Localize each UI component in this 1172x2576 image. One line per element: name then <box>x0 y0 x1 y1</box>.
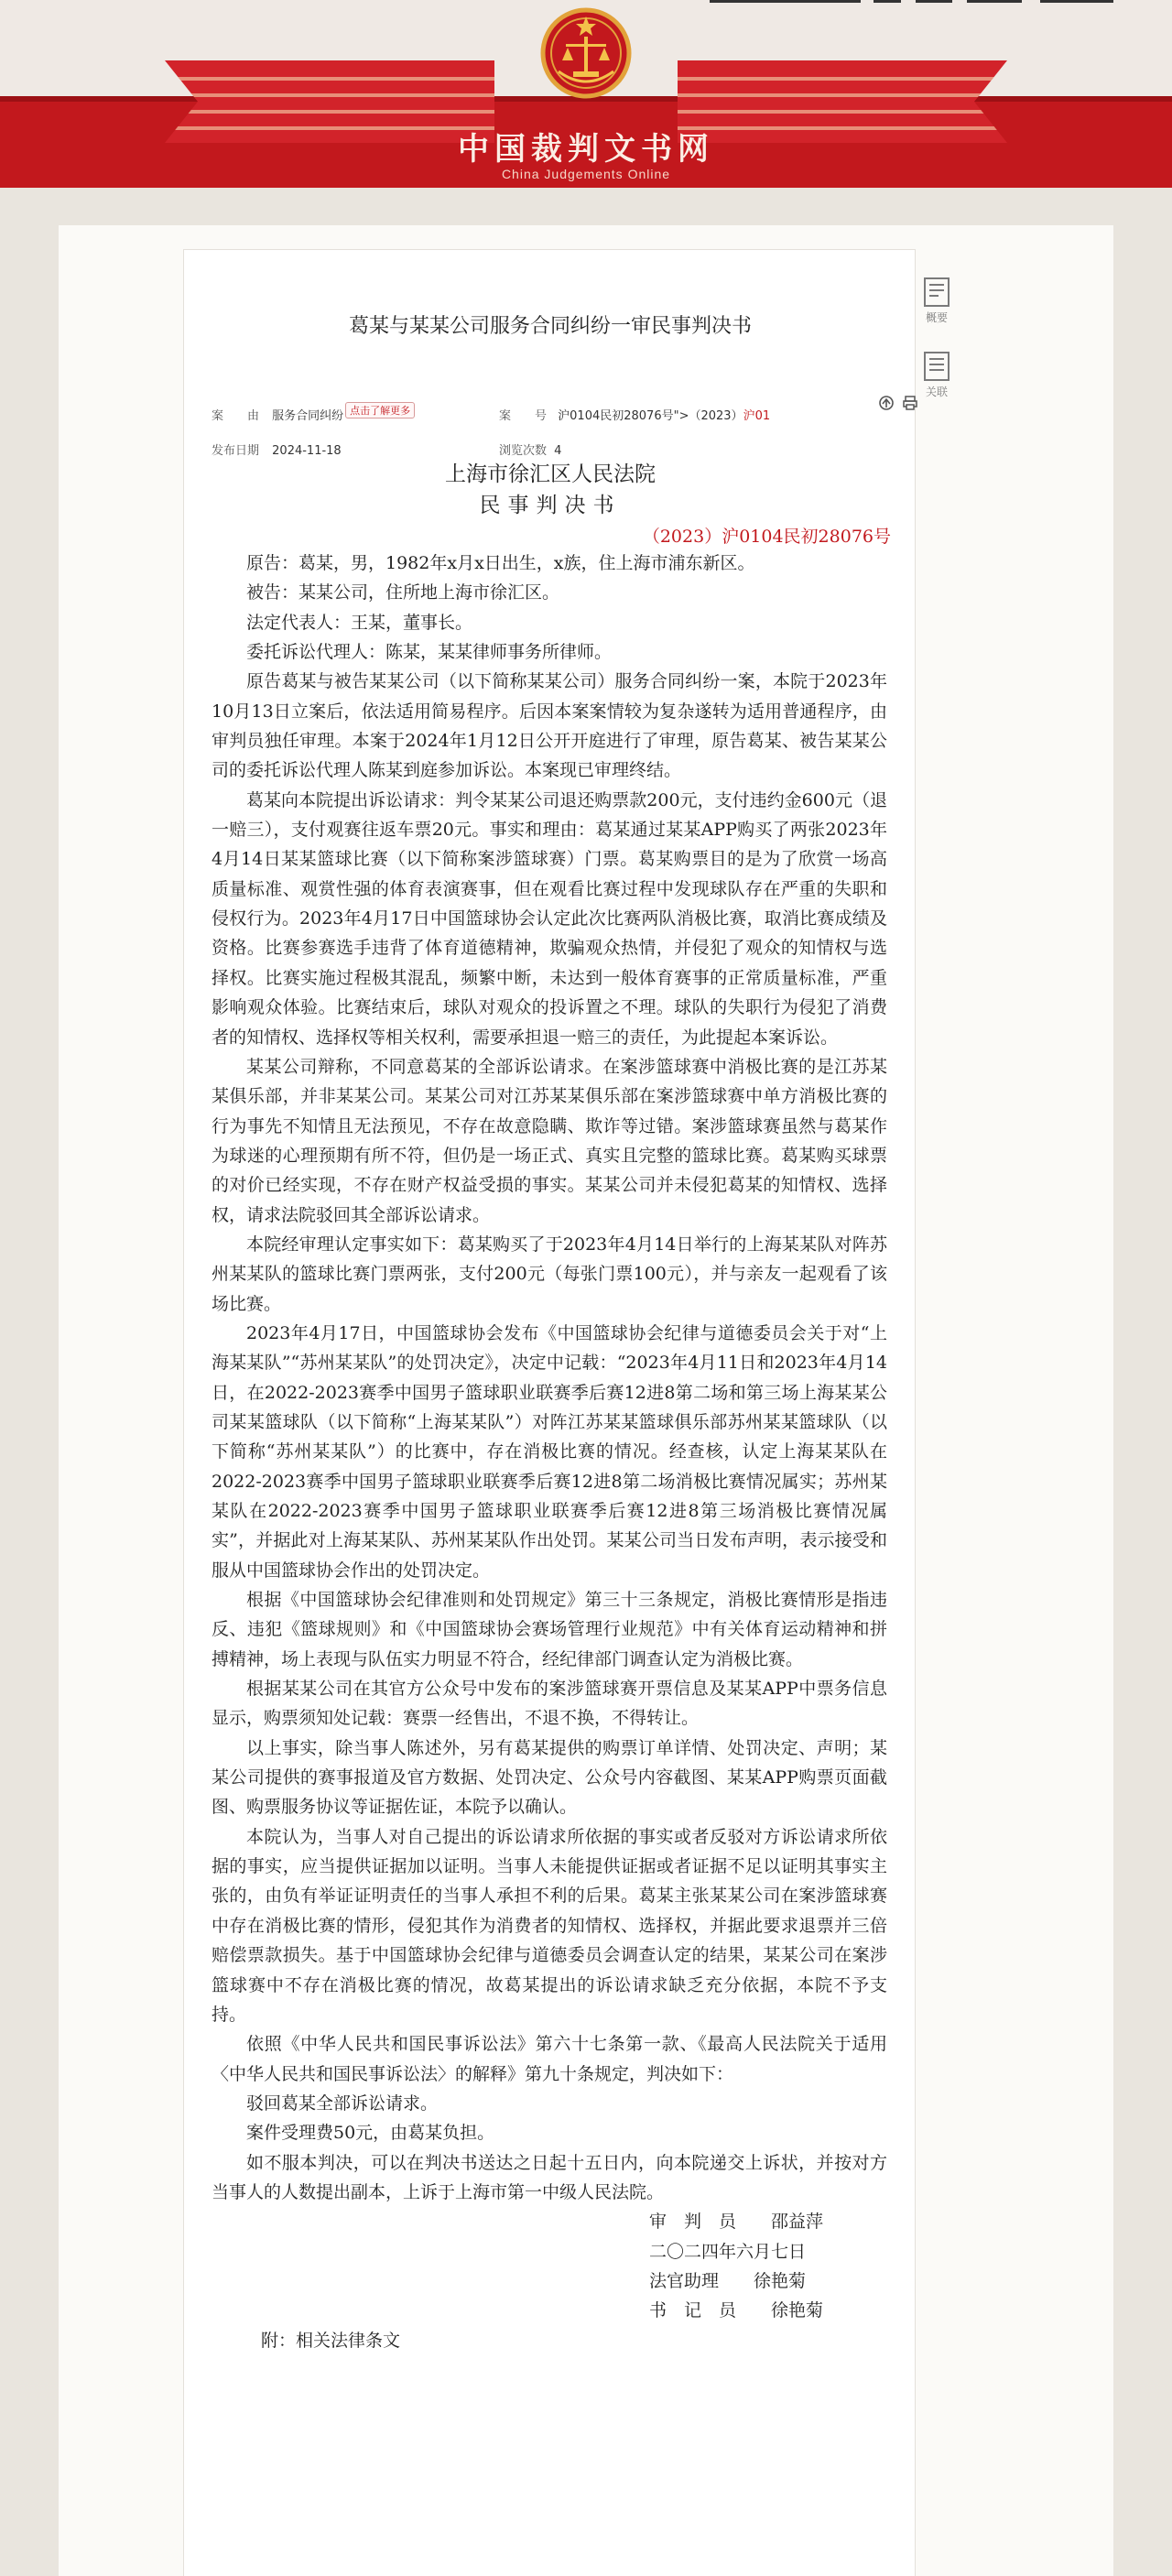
top-link-bar <box>0 0 1172 7</box>
attachment-note: 附：相关法律条文 <box>261 2330 401 2351</box>
meta-caseno <box>499 406 770 423</box>
paragraph: 原告：葛某，男，1982年x月x日出生，x族，住上海市浦东新区。 <box>246 553 755 573</box>
paragraph: 法定代表人：王某，董事长。 <box>246 612 473 633</box>
site-subtitle: China Judgements Online <box>501 167 671 181</box>
paragraph: 被告：某某公司，住所地上海市徐汇区。 <box>246 582 560 603</box>
side-toolbar <box>914 277 969 425</box>
document-title: 葛某与某某公司服务合同纠纷一审民事判决书 <box>348 315 752 338</box>
signature-assistant: 法官助理 徐艳菊 <box>649 2270 807 2291</box>
cause-label: 案 由 <box>212 409 260 423</box>
summary-label: 概要 <box>925 311 948 324</box>
judgment-document <box>183 249 916 2576</box>
caseno-red-part: 沪01 <box>743 409 771 423</box>
paragraph: 依照《中华人民共和国民事诉讼法》第六十七条第一款、《最高人民法院关于适用〈中华人民共和国民事诉讼法〉的解释》第九十条规定，判决如下： <box>212 2034 887 2084</box>
paragraph: 原告葛某与被告某某公司（以下简称某某公司）服务合同纠纷一案，本院于2023年10月13日立案后，依法适用简易程序。后因本案案情较为复杂遂转为适用普通程序，由审判员独任审理。本案于2024年1月12日公开开庭进行了审理，原告葛某、被告某某公司的委托诉讼代理人陈某到庭参加诉讼。本案现已审理终结。 <box>212 671 887 781</box>
meta-cause <box>212 406 415 424</box>
signature-judge: 审 判 员 邵益萍 <box>649 2212 824 2233</box>
meta-date <box>212 440 342 458</box>
summary-button[interactable] <box>914 277 960 325</box>
court-name: 上海市徐汇区人民法院 <box>445 462 656 486</box>
related-label: 关联 <box>925 386 948 398</box>
paragraph: 根据某某公司在其官方公众号中发布的案涉篮球赛开票信息及某某APP中票务信息显示，购票须知处记载：赛票一经售出，不退不换，不得转让。 <box>212 1679 887 1729</box>
document-type: 民事判决书 <box>479 494 622 517</box>
date-value: 2024-11-18 <box>272 444 342 458</box>
summary-icon <box>923 277 950 308</box>
site-title: 中国裁判文书网 <box>458 131 714 168</box>
learn-more-button[interactable]: 点击了解更多 <box>345 402 415 418</box>
signature-date: 二〇二四年六月七日 <box>649 2241 807 2262</box>
related-icon <box>923 351 950 382</box>
top-link[interactable] <box>710 0 861 3</box>
caseno-value: 沪0104民初28076号">（2023） <box>558 409 743 423</box>
cause-value: 服务合同纠纷 <box>272 409 344 423</box>
views-value: 4 <box>554 444 562 458</box>
paragraph: 葛某向本院提出诉讼请求：判令某某公司退还购票款200元，支付违约金600元（退一赔三），支付观赛往返车票20元。事实和理由：葛某通过某某APP购买了两张2023年4月14日某某篮球比赛（以下简称案涉篮球赛）门票。葛某购票目的是为了欣赏一场高质量标准、观赏性强的体育表演赛事，但在观看比赛过程中发现球队存在严重的失职和侵权行为。2023年4月17日中国篮球协会认定此次比赛两队消极比赛，取消比赛成绩及资格。比赛参赛选手违背了体育道德精神，欺骗观众热情，并侵犯了观众的知情权与选择权。比赛实施过程极其混乱，频繁中断，未达到一般体育赛事的正常质量标准，严重影响观众体验。比赛结束后，球队对观众的投诉置之不理。球队的失职行为侵犯了消费者的知情权、选择权等相关权利，需要承担退一赔三的责任，为此提起本案诉讼。 <box>212 789 887 1048</box>
date-label: 发布日期 <box>212 444 260 458</box>
meta-views <box>499 440 561 458</box>
paragraph: 根据《中国篮球协会纪律准则和处罚规定》第三十三条规定，消极比赛情形是指违反、违犯《篮球规则》和《中国篮球协会赛场管理行业规范》中有关体育运动精神和拼搏精神，场上表现与队伍实力明显不符合，经纪律部门调查认定为消极比赛。 <box>212 1590 887 1669</box>
related-button[interactable] <box>914 351 960 399</box>
court-emblem-icon <box>540 7 632 99</box>
paragraph: 某某公司辩称，不同意葛某的全部诉讼请求。在案涉篮球赛中消极比赛的是江苏某某俱乐部，并非某某公司。某某公司对江苏某某俱乐部在案涉篮球赛中单方消极比赛的行为事先不知情且无法预见，不存在故意隐瞒、欺诈等过错。案涉篮球赛虽然与葛某作为球迷的心理预期有所不符，但仍是一场正式、真实且完整的篮球比赛。葛某购买球票的对价已经实现，不存在财产权益受损的事实。某某公司并未侵犯葛某的知情权、选择权，请求法院驳回其全部诉讼请求。 <box>212 1056 887 1225</box>
top-link[interactable] <box>916 0 952 3</box>
views-label: 浏览次数 <box>499 444 548 458</box>
paragraph: 案件受理费50元，由葛某负担。 <box>246 2123 495 2144</box>
share-icon[interactable] <box>878 395 895 411</box>
case-number: （2023）沪0104民初28076号 <box>642 527 891 547</box>
top-link[interactable] <box>874 0 901 3</box>
doc-actions <box>878 395 918 411</box>
content-card <box>59 225 1113 2576</box>
top-link[interactable] <box>1040 0 1113 3</box>
paragraph: 委托诉讼代理人：陈某，某某律师事务所律师。 <box>246 642 613 663</box>
paragraph: 如不服本判决，可以在判决书送达之日起十五日内，向本院递交上诉状，并按对方当事人的人数提出副本，上诉于上海市第一中级人民法院。 <box>212 2152 887 2202</box>
paragraph: 本院经审理认定事实如下：葛某购买了于2023年4月14日举行的上海某某队对阵苏州某某队的篮球比赛门票两张，支付200元（每张门票100元），并与亲友一起观看了该场比赛。 <box>212 1234 887 1314</box>
print-icon[interactable] <box>902 395 918 411</box>
caseno-label: 案 号 <box>499 409 548 423</box>
top-link[interactable] <box>967 0 1022 3</box>
paragraph: 2023年4月17日，中国篮球协会发布《中国篮球协会纪律与道德委员会关于对“上海某某队”“苏州某某队”的处罚决定》，决定中记载：“2023年4月11日和2023年4月14日，在2022-2023赛季中国男子篮球职业联赛季后赛12进8第二场和第三场上海某某公司某某篮球队（以下简称“上海某某队”）对阵江苏某某篮球俱乐部苏州某某篮球队（以下简称“苏州某某队”）的比赛中，存在消极比赛的情况。经查核，认定上海某某队在2022-2023赛季中国男子篮球职业联赛季后赛12进8第二场消极比赛情况属实；苏州某某队在2022-2023赛季中国男子篮球职业联赛季后赛12进8第三场消极比赛情况属实”，并据此对上海某某队、苏州某某队作出处罚。某某公司当日发布声明，表示接受和服从中国篮球协会作出的处罚决定。 <box>212 1322 887 1581</box>
paragraph: 本院认为，当事人对自己提出的诉讼请求所依据的事实或者反驳对方诉讼请求所依据的事实，应当提供证据加以证明。当事人未能提供证据或者证据不足以证明其事实主张的，由负有举证证明责任的当事人承担不利的后果。葛某主张某某公司在案涉篮球赛中存在消极比赛的情形，侵犯其作为消费者的知情权、选择权，并据此要求退票并三倍赔偿票款损失。基于中国篮球协会纪律与道德委员会调查认定的结果，某某公司在案涉篮球赛中不存在消极比赛的情况，故葛某提出的诉讼请求缺乏充分依据，本院不予支持。 <box>212 1826 887 2025</box>
paragraph: 以上事实，除当事人陈述外，另有葛某提供的购票订单详情、处罚决定、声明；某某公司提供的赛事报道及官方数据、处罚决定、公众号内容截图、某某APP购票页面截图、购票服务协议等证据佐证，本院予以确认。 <box>212 1737 887 1818</box>
signature-clerk: 书 记 员 徐艳菊 <box>649 2300 824 2321</box>
paragraph: 驳回葛某全部诉讼请求。 <box>246 2092 439 2114</box>
site-header <box>0 0 1172 188</box>
judgment-body <box>212 549 887 2355</box>
